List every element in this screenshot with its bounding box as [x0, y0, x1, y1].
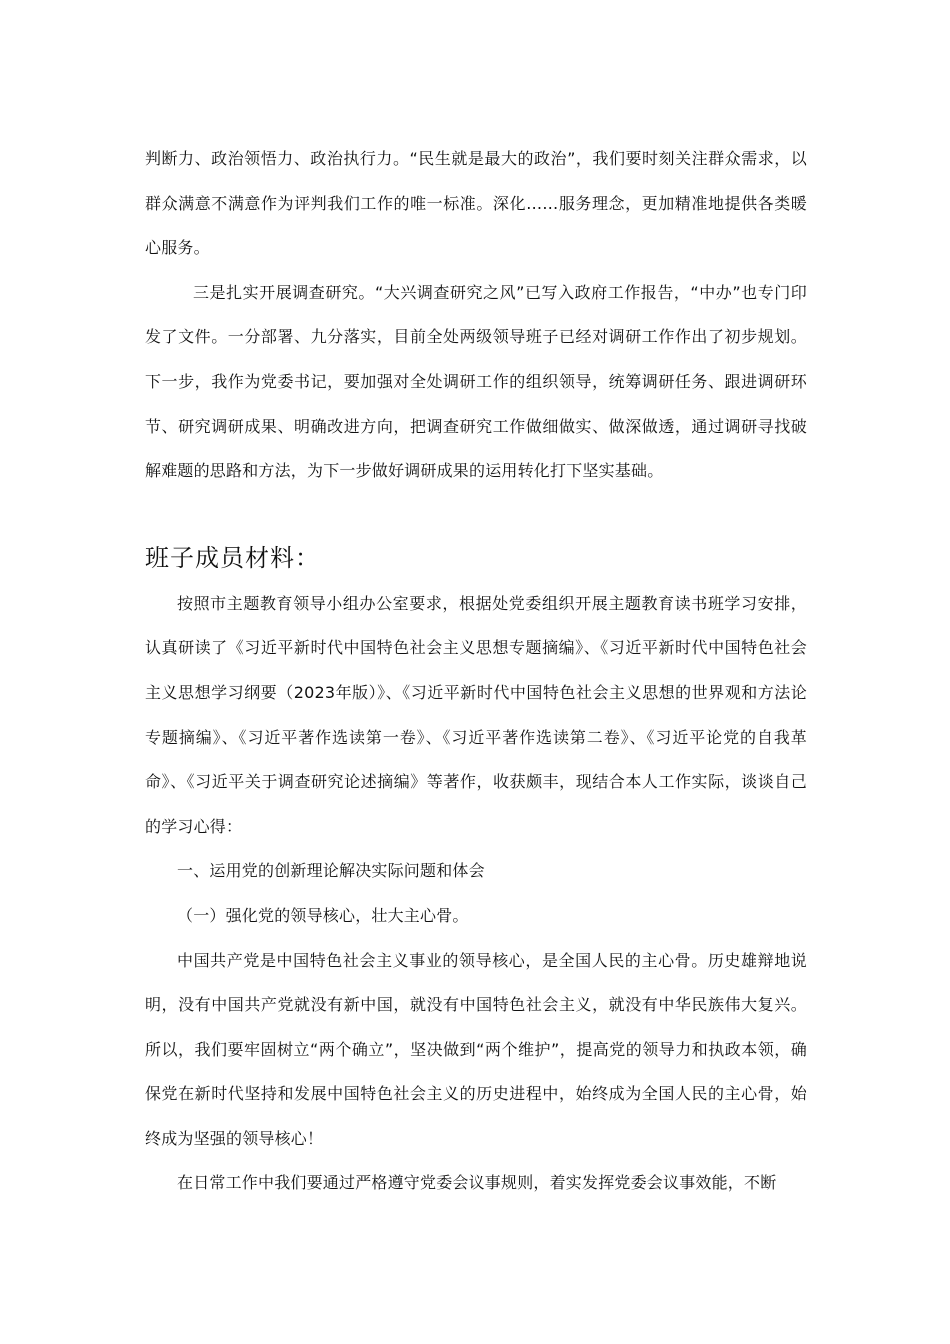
section-heading: 班子成员材料： [145, 543, 320, 572]
document-body [145, 137, 807, 1206]
paragraph-intro: 按照市主题教育领导小组办公室要求，根据处党委组织开展主题教育读书班学习安排，认真研读了《习近平新时代中国特色社会主义思想专题摘编》、《习近平新时代中国特色社会主义思想学习纲要（2023年版）》、《习近平新时代中国特色社会主义思想的世界观和方法论专题摘编》、《习近平著作选读第一卷》、《习近平著作选读第二卷》、《习近平论党的自我革命》、《习近平关于调查研究论述摘编》等著作，收获颇丰，现结合本人工作实际，谈谈自己的学习心得： [145, 593, 807, 836]
paragraph-continuation: 判断力、政治领悟力、政治执行力。“民生就是最大的政治”，我们要时刻关注群众需求，以群众满意不满意作为评判我们工作的唯一标准。深化……服务理念，更加精准地提供各类暖心服务。 [145, 149, 807, 258]
subheading-level-1: 一、运用党的创新理论解决实际问题和体会 [177, 861, 485, 881]
subheading-level-2: （一）强化党的领导核心，壮大主心骨。 [177, 905, 469, 925]
paragraph-daily-work: 在日常工作中我们要通过严格遵守党委会议事规则，着实发挥党委会议事效能，不断 [177, 1173, 777, 1193]
paragraph-party-core: 中国共产党是中国特色社会主义事业的领导核心，是全国人民的主心骨。历史雄辩地说明，没有中国共产党就没有新中国，就没有中国特色社会主义，就没有中华民族伟大复兴。所以，我们要牢固树立“两个确立”，坚决做到“两个维护”，提高党的领导力和执政本领，确保党在新时代坚持和发展中国特色社会主义的历史进程中，始终成为全国人民的主心骨，始终成为坚强的领导核心！ [145, 950, 807, 1148]
paragraph-research: 三是扎实开展调查研究。“大兴调查研究之风”已写入政府工作报告，“中办”也专门印发了文件。一分部署、九分落实，目前全处两级领导班子已经对调研工作作出了初步规划。下一步，我作为党委书记，要加强对全处调研工作的组织领导，统筹调研任务、跟进调研环节、研究调研成果、明确改进方向，把调查研究工作做细做实、做深做透，通过调研寻找破解难题的思路和方法，为下一步做好调研成果的运用转化打下坚实基础。 [145, 282, 807, 481]
